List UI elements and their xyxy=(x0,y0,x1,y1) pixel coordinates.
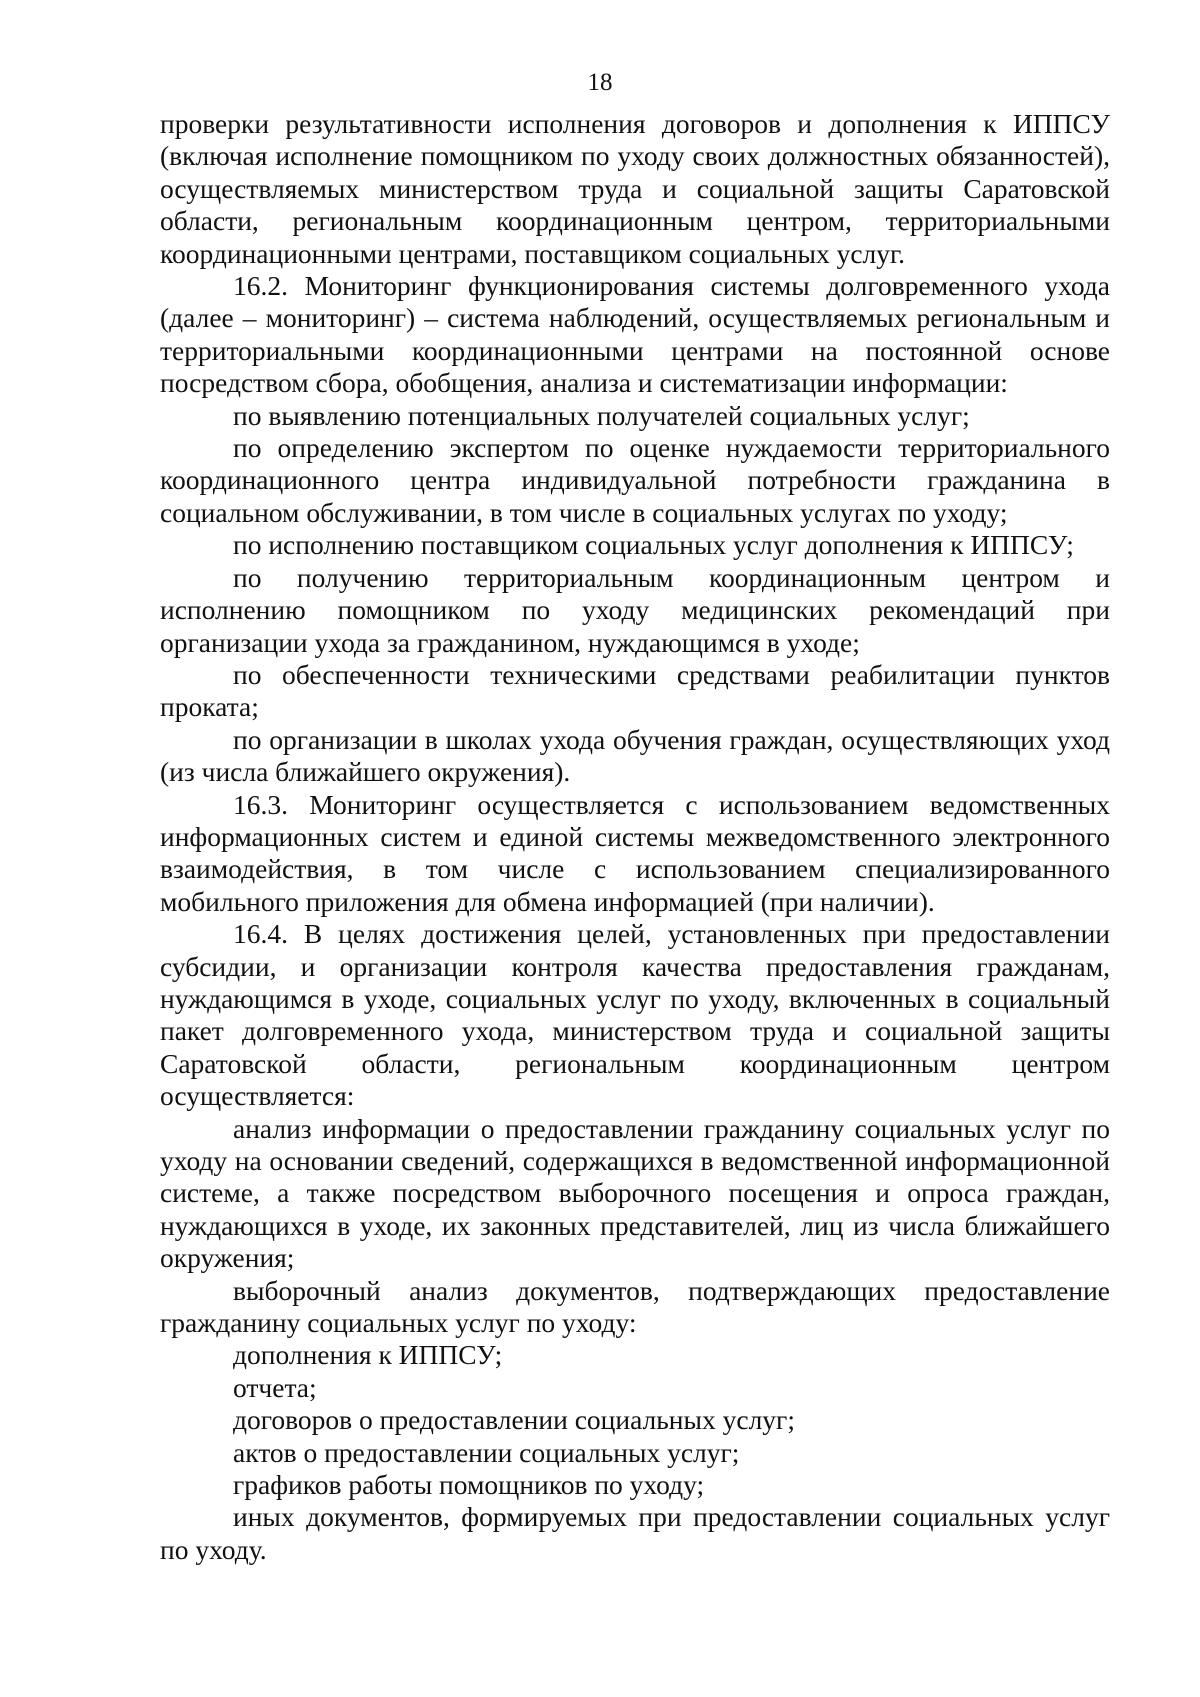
list-item-supplement: дополнения к ИППСУ; xyxy=(233,1339,503,1371)
list-item-needs-assessment: по определению экспертом по оценке нуждаемости территориального координационного центра индивидуальной потребности гражданина в социальном обслуживании, в том числе в социальных услугах по уходу; xyxy=(160,432,1110,528)
paragraph-16-4: 16.4. В целях достижения целей, установленных при предоставлении субсидии, и организации контроля качества предоставления гражданам, нуждающимся в уходе, социальных услуг по уходу, включенных в социальный пакет долговременного ухода, министерством труда и социальной защиты Саратовской области, региональным координационным центром осуществляется: xyxy=(160,918,1110,1112)
list-item-report: отчета; xyxy=(233,1371,317,1403)
list-item-rehabilitation-equipment: по обеспеченности техническими средствами реабилитации пунктов проката; xyxy=(160,658,1110,723)
page-number: 18 xyxy=(587,69,613,96)
list-item-service-contracts: договоров о предоставлении социальных услуг; xyxy=(233,1404,795,1436)
list-item-other-documents: иных документов, формируемых при предоставлении социальных услуг по уходу. xyxy=(160,1501,1110,1565)
list-item-supplement-execution: по исполнению поставщиком социальных услуг дополнения к ИППСУ; xyxy=(233,529,1074,561)
paragraph-continuation: проверки результативности исполнения договоров и дополнения к ИППСУ (включая исполнение помощником по уходу своих должностных обязанностей), осуществляемых министерством труда и социальной защиты Саратовской области, региональным координационным центром, территориальными координационными центрами, поставщиком социальных услуг. xyxy=(160,108,1110,269)
list-item-identification: по выявлению потенциальных получателей социальных услуг; xyxy=(233,399,970,431)
list-item-service-acts: актов о предоставлении социальных услуг; xyxy=(233,1436,740,1468)
paragraph-16-2: 16.2. Мониторинг функционирования системы долговременного ухода (далее – мониторинг) – система наблюдений, осуществляемых региональным и территориальными координационными центрами на постоянной основе посредством сбора, обобщения, анализа и систематизации информации: xyxy=(160,270,1110,399)
list-item-care-schools: по организации в школах ухода обучения граждан, осуществляющих уход (из числа ближайшего окружения). xyxy=(160,723,1110,788)
list-item-medical-recommendations: по получению территориальным координационным центром и исполнению помощником по уходу медицинских рекомендаций при организации ухода за гражданином, нуждающимся в уходе; xyxy=(160,561,1110,658)
paragraph-16-3: 16.3. Мониторинг осуществляется с использованием ведомственных информационных систем и единой системы межведомственного электронного взаимодействия, в том числе с использованием специализированного мобильного приложения для обмена информацией (при наличии). xyxy=(160,788,1110,917)
document-body xyxy=(160,108,1110,1566)
list-item-information-analysis: анализ информации о предоставлении гражданину социальных услуг по уходу на основании сведений, содержащихся в ведомственной информационной системе, а также посредством выборочного посещения и опроса граждан, нуждающихся в уходе, их законных представителей, лиц из числа ближайшего окружения; xyxy=(160,1112,1110,1274)
list-item-work-schedules: графиков работы помощников по уходу; xyxy=(233,1469,705,1501)
list-item-document-analysis: выборочный анализ документов, подтверждающих предоставление гражданину социальных услуг по уходу: xyxy=(160,1274,1110,1339)
